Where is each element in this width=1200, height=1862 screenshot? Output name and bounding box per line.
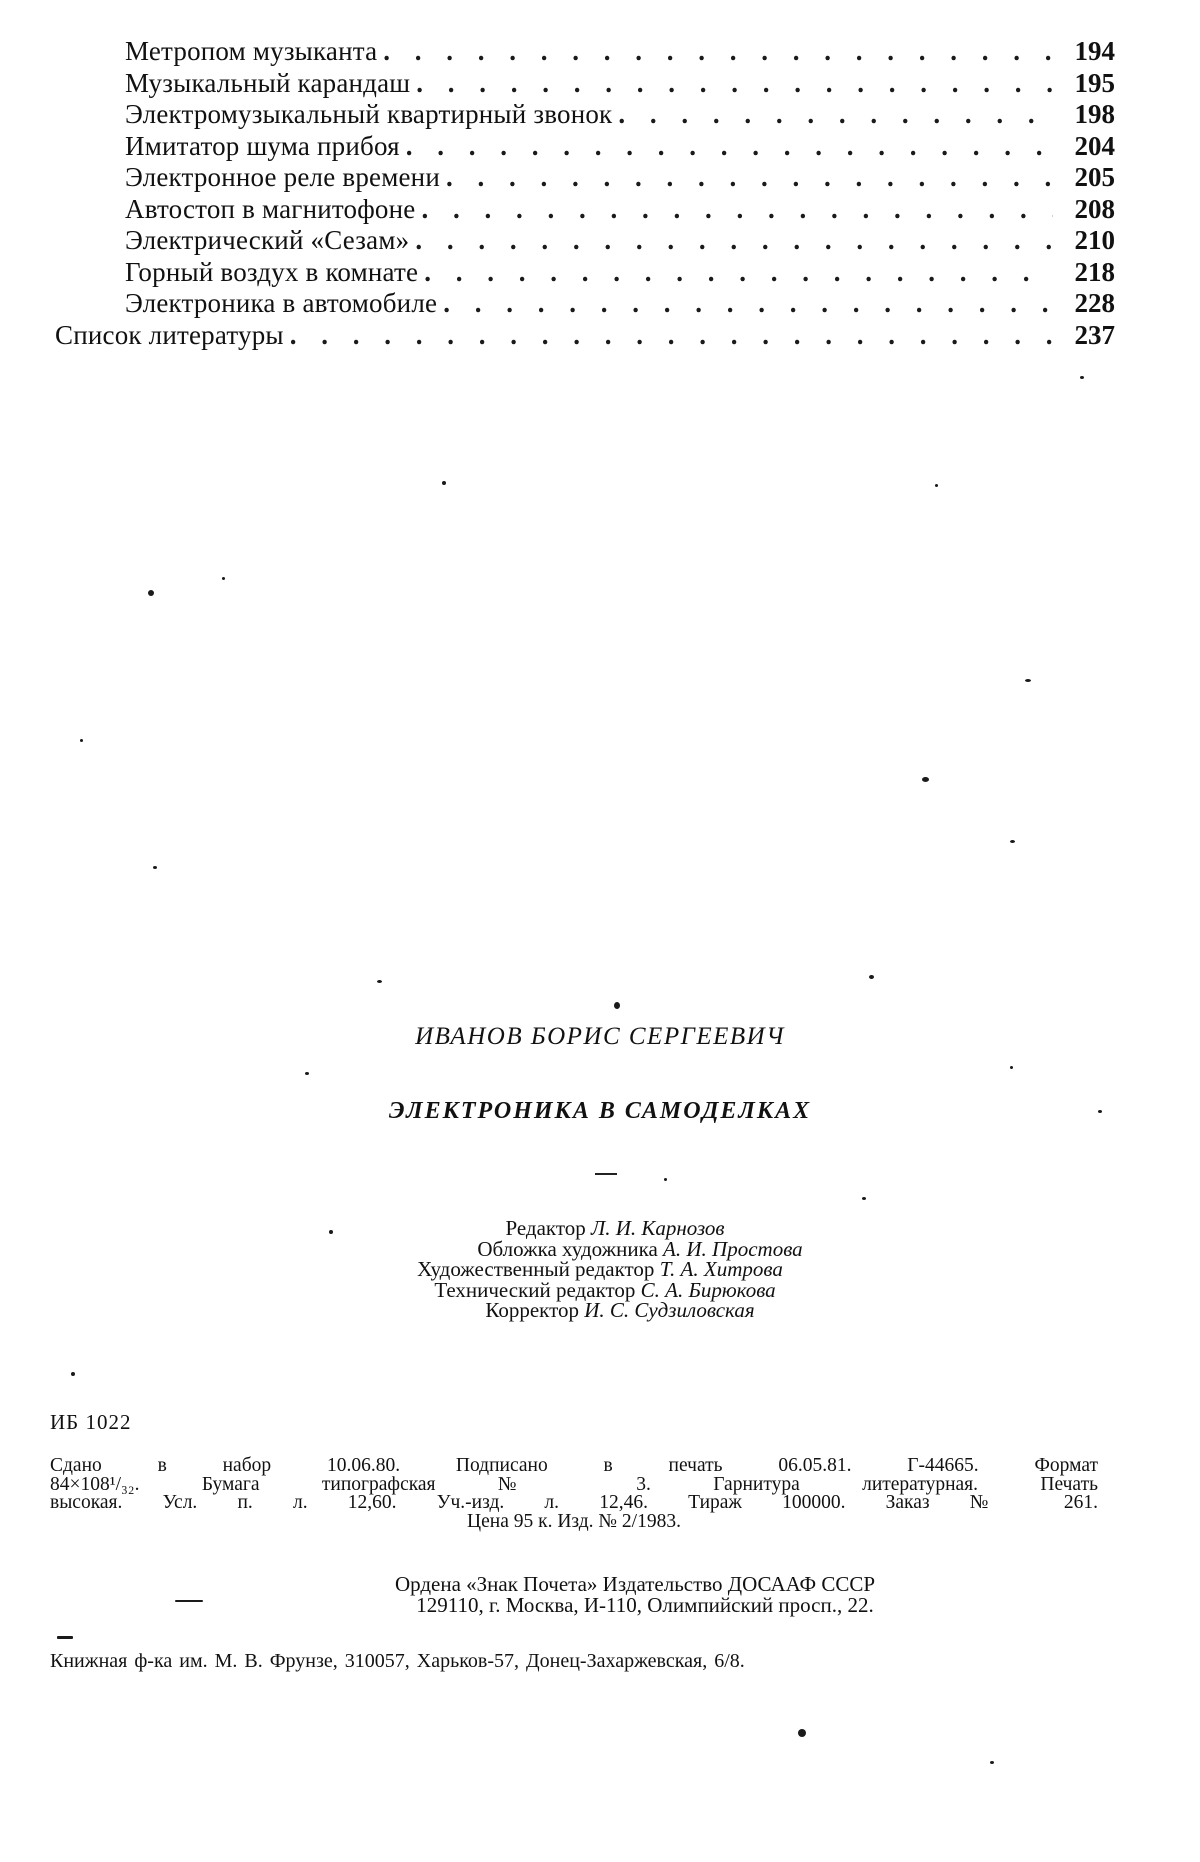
toc-entry-page: 194 (1074, 36, 1115, 66)
toc-entry-page: 218 (1074, 256, 1115, 287)
credit-role: Редактор (505, 1216, 586, 1240)
toc-entry-title: Имитатор шума прибоя (125, 130, 400, 161)
credit-role: Корректор (485, 1298, 579, 1322)
toc-dot-leader (446, 162, 1053, 194)
imprint-block (50, 1457, 1098, 1531)
toc-entry (55, 68, 1115, 100)
credit-role: Обложка художника (477, 1236, 658, 1261)
toc-dot-leader (290, 320, 1053, 352)
toc-entry (55, 194, 1115, 226)
toc-entry-title: Список литературы (55, 319, 284, 350)
table-of-contents (55, 36, 1115, 351)
toc-entry-title: Музыкальный карандаш (125, 67, 411, 98)
toc-entry-page: 228 (1074, 288, 1115, 318)
toc-entry-page: 205 (1074, 162, 1115, 192)
toc-dot-leader (618, 99, 1053, 131)
speck (148, 590, 154, 596)
toc-entry (55, 257, 1115, 289)
speck (80, 739, 83, 742)
toc-entry-page: 210 (1074, 225, 1115, 255)
toc-entry-page: 198 (1074, 99, 1115, 129)
speck (1025, 679, 1031, 682)
speck (153, 866, 157, 869)
credit-line (0, 1218, 1200, 1239)
credit-name: Т. А. Хитрова (659, 1257, 783, 1281)
toc-dot-leader (383, 36, 1053, 68)
toc-dot-leader (415, 225, 1053, 257)
speck (71, 1372, 75, 1376)
book-title: ЭЛЕКТРОНИКА В САМОДЕЛКАХ (388, 1098, 812, 1124)
speck (664, 1178, 667, 1181)
toc-entry-page: 195 (1074, 67, 1115, 98)
credits-block (0, 1218, 1200, 1321)
toc-entry-title: Автостоп в магнитофоне (125, 193, 416, 224)
toc-entry (55, 36, 1115, 68)
credit-line (0, 1277, 1200, 1302)
credit-line (0, 1300, 1200, 1321)
speck (922, 777, 929, 782)
speck (614, 1002, 620, 1009)
speck (175, 1600, 203, 1602)
credit-name: И. С. Судзиловская (584, 1298, 755, 1322)
speck (1098, 1110, 1102, 1113)
speck (377, 980, 382, 983)
toc-entry (55, 99, 1115, 131)
toc-dot-leader (424, 257, 1053, 289)
separator-dash (595, 1173, 617, 1175)
toc-entry-title: Горный воздух в комнате (125, 256, 419, 287)
toc-entry (55, 225, 1115, 257)
credit-name: Л. И. Карнозов (591, 1216, 725, 1240)
publisher-line: Ордена «Знак Почета» Издательство ДОСААФ СССР (394, 1572, 876, 1596)
publisher-block (0, 1574, 1200, 1616)
toc-dot-leader (416, 68, 1053, 100)
toc-dot-leader (421, 194, 1053, 226)
credit-name: С. А. Бирюкова (640, 1277, 776, 1302)
credit-role: Технический редактор (434, 1277, 636, 1302)
speck (329, 1230, 333, 1234)
toc-dot-leader (443, 288, 1053, 320)
toc-entry (55, 320, 1115, 352)
toc-entry-title: Электроника в автомобиле (125, 288, 438, 318)
imprint-line: Цена 95 к. Изд. № 2/1983. (467, 1510, 681, 1532)
imprint-line: высокая. Усл. п. л. 12,60. Уч.-изд. л. 12,46. Тираж 100000. Заказ № 261. (50, 1492, 1098, 1513)
toc-entry-title: Электромузыкальный квартирный звонок (125, 99, 613, 129)
toc-entry (55, 288, 1115, 320)
toc-entry-page: 204 (1074, 130, 1115, 161)
imprint-line: 84×108¹/₃₂. Бумага типографская № 3. Гарнитура литературная. Печать (50, 1473, 1098, 1495)
toc-entry-page: 237 (1074, 319, 1115, 350)
toc-entry-page: 208 (1074, 193, 1115, 224)
speck (935, 484, 938, 487)
printer-line: Книжная ф-ка им. М. В. Фрунзе, 310057, Харьков-57, Донец-Захаржевская, 6/8. (50, 1650, 745, 1672)
toc-dot-leader (406, 131, 1053, 163)
toc-entry (55, 162, 1115, 194)
toc-entry (55, 131, 1115, 163)
credit-role: Художественный редактор (417, 1257, 655, 1281)
speck (442, 481, 446, 485)
speck (798, 1729, 806, 1737)
toc-entry-title: Электрический «Сезам» (125, 225, 410, 255)
credit-line (0, 1259, 1200, 1280)
toc-entry-title: Метропом музыканта (125, 36, 378, 66)
speck (1010, 840, 1015, 843)
imprint-line: Сдано в набор 10.06.80. Подписано в печать 06.05.81. Г-44665. Формат (50, 1455, 1098, 1476)
credit-line (0, 1236, 1200, 1261)
speck (222, 577, 225, 580)
speck (57, 1636, 73, 1639)
speck (869, 975, 874, 979)
speck (862, 1197, 866, 1200)
speck (305, 1072, 309, 1075)
toc-entry-title: Электронное реле времени (125, 162, 440, 192)
credit-name: А. И. Простова (663, 1236, 803, 1261)
speck (990, 1761, 994, 1764)
ib-number: ИБ 1022 (50, 1410, 132, 1434)
speck (1010, 1066, 1013, 1069)
speck (1080, 376, 1084, 379)
publisher-address: 129110, г. Москва, И-110, Олимпийский просп., 22. (416, 1593, 874, 1617)
author-name: ИВАНОВ БОРИС СЕРГЕЕВИЧ (415, 1023, 785, 1050)
